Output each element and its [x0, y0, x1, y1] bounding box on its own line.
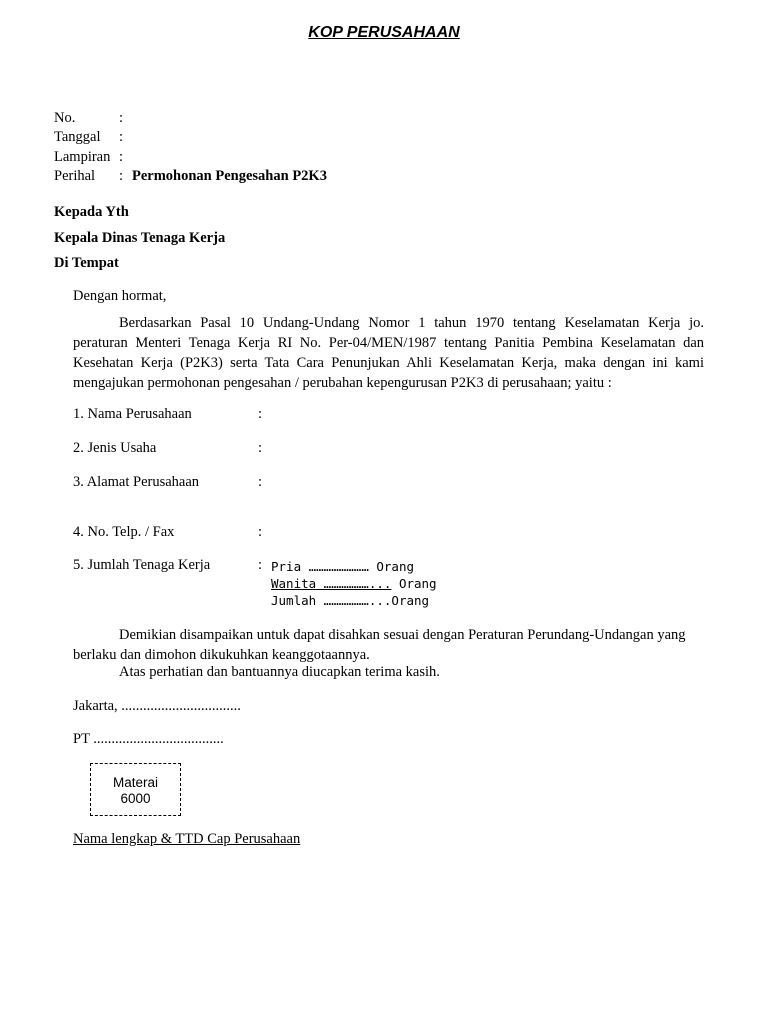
item-business-type-colon: :	[258, 440, 263, 456]
item-phone-fax-colon: :	[258, 524, 263, 540]
signature-name-line: Nama lengkap & TTD Cap Perusahaan	[73, 831, 301, 847]
closing-thanks: Atas perhatian dan bantuannya diucapkan terima kasih.	[119, 664, 440, 680]
workforce-total-unit: Orang	[391, 593, 430, 608]
meta-label-number: No.	[54, 110, 76, 126]
workforce-female-row	[271, 576, 437, 591]
workforce-female-label: Wanita	[271, 576, 317, 591]
salutation: Dengan hormat,	[73, 288, 167, 304]
recipient-line-3: Di Tempat	[54, 255, 119, 271]
meta-label-date: Tanggal	[54, 129, 101, 145]
recipient-line-2: Kepala Dinas Tenaga Kerja	[54, 230, 226, 246]
body-paragraph: Berdasarkan Pasal 10 Undang-Undang Nomor 1 tahun 1970 tentang Keselamatan Kerja jo. peraturan Menteri Tenaga Kerja RI No. Per-04/MEN/1987 tentang Panitia Pembina Keselamatan dan Kesehatan Kerja (P2K3) serta Tata Cara Penunjukan Ahli Keselamatan Kerja, maka dengan ini kami mengajukan permohonan pengesahan / perubahan kepengurusan P2K3 di perusahaan; yaitu :	[73, 315, 704, 391]
workforce-female-unit: Orang	[391, 576, 437, 591]
workforce-total-row	[271, 593, 429, 608]
item-company-name-colon: :	[258, 406, 263, 422]
closing-paragraph: Demikian disampaikan untuk dapat disahkan sesuai dengan Peraturan Perundang-Undangan yang berlaku dan dimohon dikukuhkan keanggotaannya.	[73, 627, 686, 663]
stamp-duty-label: Materai	[112, 775, 158, 790]
item-company-address-label: 3. Alamat Perusahaan	[73, 474, 200, 490]
meta-colon-number: :	[119, 110, 124, 126]
workforce-male-row	[271, 559, 414, 574]
meta-colon-attachment: :	[119, 149, 124, 165]
meta-colon-date: :	[119, 129, 124, 145]
workforce-female-dots: ………………...	[316, 576, 392, 591]
item-company-address-colon: :	[258, 474, 263, 490]
place-date-line: Jakarta, .................................	[73, 698, 241, 714]
workforce-total-label: Jumlah	[271, 593, 317, 608]
letterhead-title: KOP PERUSAHAAN	[308, 24, 460, 41]
workforce-male-unit: Orang	[376, 559, 415, 574]
item-workforce-colon: :	[258, 557, 263, 573]
item-business-type-label: 2. Jenis Usaha	[73, 440, 157, 456]
workforce-male-label: Pria	[271, 559, 302, 574]
item-phone-fax-label: 4. No. Telp. / Fax	[73, 524, 175, 540]
meta-colon-subject: :	[119, 168, 124, 184]
stamp-duty-box	[90, 763, 181, 816]
recipient-line-1: Kepada Yth	[54, 204, 129, 220]
workforce-male-dots: ……………………	[301, 559, 377, 574]
meta-label-attachment: Lampiran	[54, 149, 111, 165]
item-workforce-label: 5. Jumlah Tenaga Kerja	[73, 557, 211, 573]
workforce-total-dots: ………………...	[316, 593, 392, 608]
item-company-name-label: 1. Nama Perusahaan	[73, 406, 192, 422]
stamp-duty-value: 6000	[120, 791, 151, 806]
company-name-line: PT ....................................	[73, 731, 224, 747]
meta-label-subject: Perihal	[54, 168, 96, 184]
meta-subject-value: Permohonan Pengesahan P2K3	[132, 168, 327, 184]
